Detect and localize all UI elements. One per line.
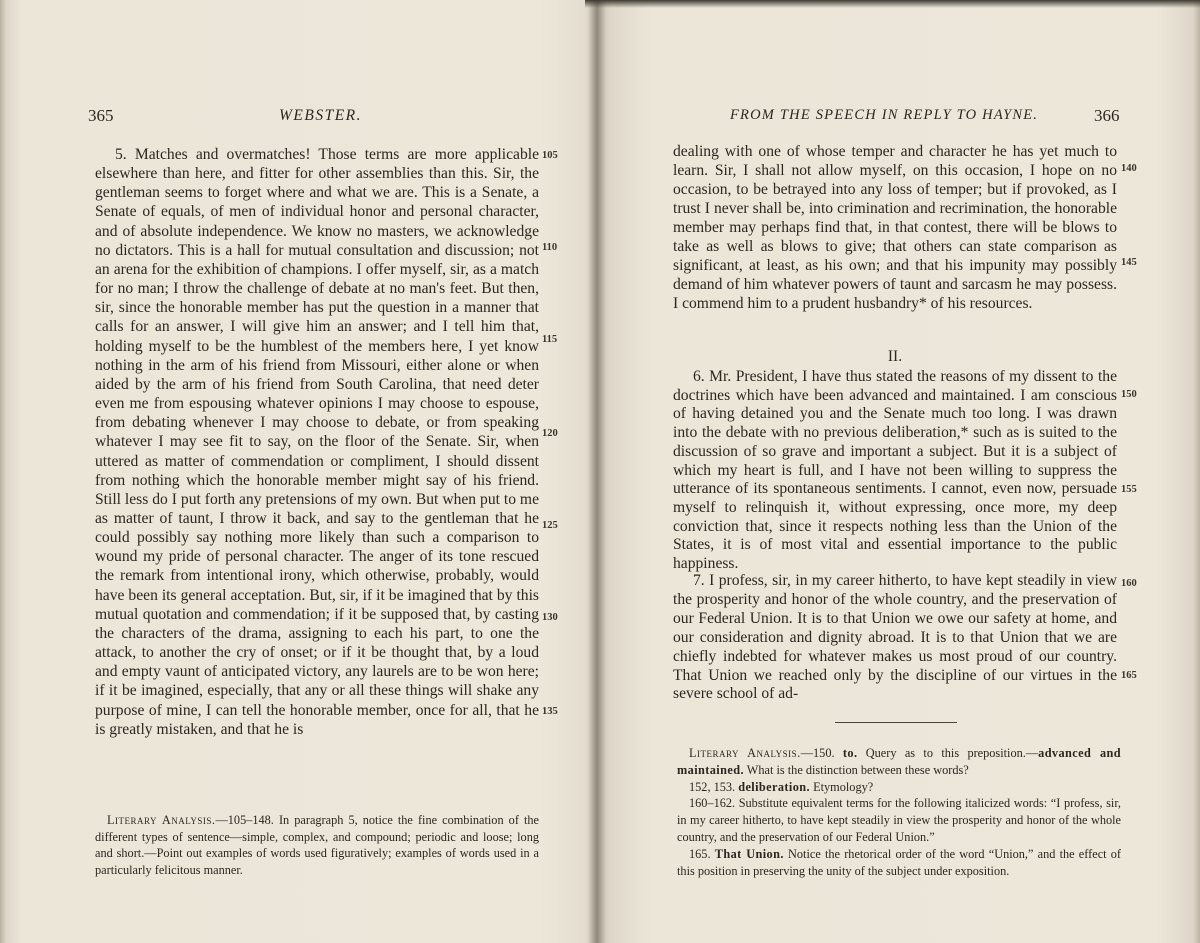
footnote-divider <box>835 722 957 723</box>
line-number: 160 <box>1121 578 1137 589</box>
line-number: 165 <box>1121 670 1137 681</box>
literary-analysis-note-left <box>95 812 539 878</box>
paragraph-5 <box>95 145 539 739</box>
note-keyword: to. <box>842 746 858 760</box>
line-number: 125 <box>542 520 558 531</box>
paragraph-6 <box>673 368 1117 574</box>
note-150 <box>677 745 1121 779</box>
paragraph-5-text: 5. Matches and overmatches! Those terms are more applicable elsewhere than here, and fitter for other assemblies than this. Sir, the gentleman seems to forget where and what we are. This is a Senate, a Senate of equals, of men of individual honor and personal character, and of absolute independence. We know no masters, we acknowledge no dictators. This is a hall for mutual consultation and discussion; not an arena for the exhibition of champions. I offer myself, sir, as a match for no man; I throw the challenge of debate at no man's feet. But then, sir, since the honorable member has put the question in a manner that calls for an answer, I will give him an answer; and I tell him that, holding myself to be the humblest of the members here, I yet know nothing in the arm of his friend from Missouri, either alone or when aided by the arm of his friend from South Carolina, that need deter even me from espousing whatever opinions I may choose to espouse, from debating whenever I may choose to debate, or from speaking whatever I may see fit to say, on the floor of the Senate. Sir, when uttered as matter of commendation or compliment, I should dissent from nothing which the honorable member might say of his friend. Still less do I put forth any pretensions of my own. But when put to me as matter of taunt, I throw it back, and say to the gentleman that he could possibly say nothing more likely than such a comparison to wound my pride of personal character. The anger of its tone rescued the remark from intentional irony, which otherwise, probably, would have been its general acceptation. But, sir, if it be imagined that by this mutual quotation and commendation; if it be supposed that, by casting the characters of the drama, assigning to each his part, to one the attack, to another the cry of onset; or if it be thought that, by a loud and empty vaunt of anticipated victory, any laurels are to be won here; if it be imagined, especially, that any or all these things will shake any purpose of mine, I can tell the honorable member, once for all, that he is greatly mistaken, and that he is <box>95 146 539 738</box>
note-text: —105–148. In paragraph 5, notice the fine combination of the different types of sentence—simple, complex, and compound; periodic and loose; long and short.—Point out examples of words used figuratively; examples of words used in a particularly felicitous manner. <box>95 813 539 877</box>
line-number: 150 <box>1121 389 1137 400</box>
page-number-right: 366 <box>1094 106 1120 125</box>
line-number: 110 <box>542 242 558 253</box>
line-number: 155 <box>1121 484 1137 495</box>
note-ref: 152, 153. <box>689 779 736 794</box>
line-number: 130 <box>542 612 558 623</box>
line-number: 135 <box>542 706 558 717</box>
note-keyword: deliberation. <box>738 779 811 794</box>
section-heading: II. <box>887 348 903 365</box>
note-text: Notice the rhetorical order of the word “Union,” and the effect of this position in preserving the unity of the subject under exposition. <box>677 846 1122 878</box>
running-head-left: WEBSTER. <box>279 107 363 124</box>
book-gutter <box>588 0 606 943</box>
paragraph-6-text: 6. Mr. President, I have thus stated the reasons of my dissent to the doctrines which have been advanced and maintained. I am conscious of having detained you and the Senate much too long. I was drawn into the debate with no previous deliberation,* such as is suited to the discussion of so grave and important a subject. But it is a subject of which my heart is full, and I have not been willing to suppress the utterance of its spontaneous sentiments. I cannot, even now, persuade myself to relinquish it, without expressing, once more, my deep conviction that, since it respects nothing less than the Union of the States, it is of most vital and essential importance to the public happiness. <box>673 368 1117 573</box>
note-ref: —150. <box>800 746 835 760</box>
note-160: 160–162. Substitute equivalent terms for the following italicized words: “I profess, sir, in my career hitherto, to have kept steadily in view the prosperity and honor of the whole country, and the preservation of our Federal Union.” <box>677 796 1121 844</box>
continued-paragraph: dealing with one of whose temper and character he has yet much to learn. Sir, I shall not allow myself, on this occasion, I hope on no occasion, to be betrayed into any loss of temper; but if provoked, as I trust I never shall be, into crimination and recrimination, the honorable member may perhaps find that, in that contest, there will be blows to take as well as blows to give; that others can state comparison as significant, at least, as his own; and that his impunity may possibly demand of him whatever powers of taunt and sarcasm he may possess. I commend him to a prudent husbandry* of his resources. <box>673 143 1117 313</box>
line-number: 115 <box>542 334 558 345</box>
note-text: What is the distinction between these words? <box>746 762 969 777</box>
book-cover-edge <box>585 0 1200 8</box>
note-152 <box>677 779 1121 796</box>
note-label: Literary Analysis. <box>689 746 801 760</box>
note-keyword: That Union. <box>714 846 784 861</box>
paragraph-7-text: 7. I profess, sir, in my career hitherto, to have kept steadily in view the prosperity and honor of the whole country, and the preservation of our Federal Union. It is to that Union we owe our safety at home, and our consideration and dignity abroad. It is to that Union that we are chiefly indebted for whatever makes us most proud of our country. That Union we reached only by the discipline of our virtues in the severe school of ad- <box>673 572 1117 703</box>
note-keyword: advanced and maintained. <box>677 746 1121 777</box>
line-number: 140 <box>1121 163 1137 174</box>
note-ref: 165. <box>689 846 711 861</box>
paragraph-7 <box>673 572 1117 704</box>
right-page-body <box>673 142 1117 313</box>
running-head-right: FROM THE SPEECH IN REPLY TO HAYNE. <box>730 107 1039 123</box>
note-text: Query as to this preposition.— <box>865 746 1039 760</box>
note-text: Etymology? <box>813 779 874 794</box>
right-page <box>597 0 1200 943</box>
left-page <box>0 0 597 943</box>
line-number: 145 <box>1121 257 1137 268</box>
line-number: 120 <box>542 428 558 439</box>
note-165 <box>677 846 1121 880</box>
page-number-left: 365 <box>88 106 114 125</box>
literary-analysis-notes-right <box>677 745 1121 879</box>
line-number: 105 <box>542 150 558 161</box>
note-label: Literary Analysis. <box>107 813 216 827</box>
